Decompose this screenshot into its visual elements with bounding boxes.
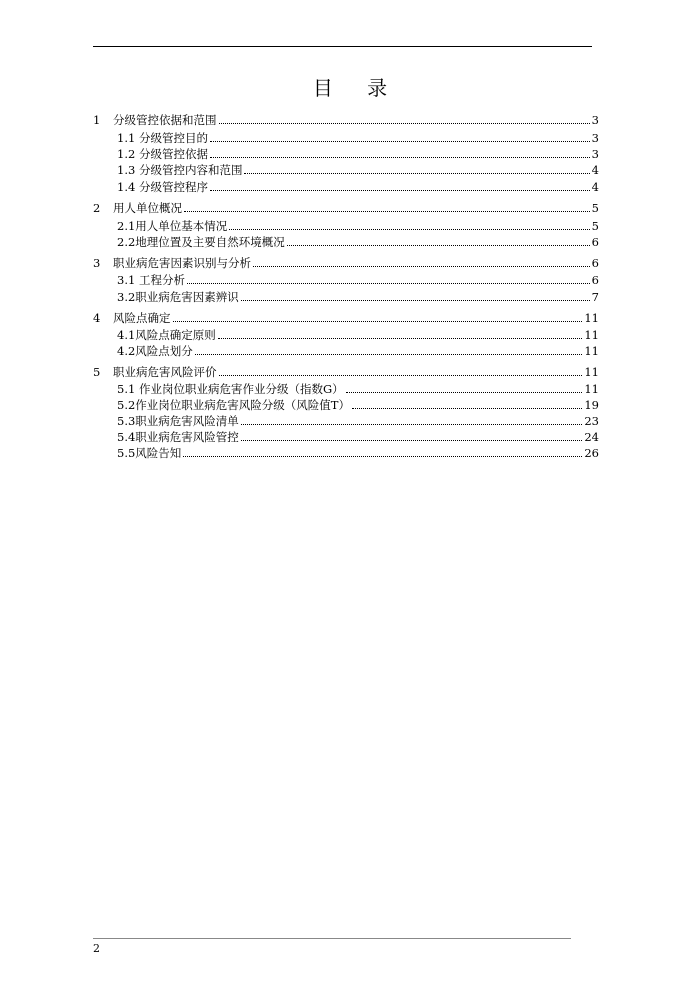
toc-dot-leader — [219, 123, 590, 124]
toc-entry-title: 1.1 分级管控目的 — [117, 131, 208, 145]
toc-dot-leader — [187, 283, 590, 284]
header-rule — [93, 46, 592, 47]
toc-dot-leader — [253, 266, 590, 267]
toc-chapter-entry[interactable] — [93, 311, 599, 325]
toc-dot-leader — [173, 321, 583, 322]
toc-entry-page: 3 — [591, 147, 599, 161]
toc-entry-title: 2.2地理位置及主要自然环境概况 — [117, 235, 285, 249]
toc-entry-title: 5.3职业病危害风险清单 — [117, 414, 239, 428]
toc-section-entry[interactable] — [117, 273, 599, 287]
toc-section-entry[interactable] — [117, 430, 599, 444]
footer-rule — [93, 938, 571, 939]
toc-section-entry[interactable] — [117, 290, 599, 304]
toc-section-entry[interactable] — [117, 446, 599, 460]
toc-entry-title: 4.1风险点确定原则 — [117, 328, 216, 342]
toc-entry-title: 5.2作业岗位职业病危害风险分级（风险值T） — [117, 398, 350, 412]
toc-section-entry[interactable] — [117, 414, 599, 428]
toc-dot-leader — [241, 440, 583, 441]
page-title: 目 录 — [312, 76, 402, 100]
toc-dot-leader — [210, 157, 590, 158]
toc-entry-page: 11 — [584, 382, 599, 396]
toc-entry-page: 3 — [591, 131, 599, 145]
toc-entry-page: 24 — [584, 430, 599, 444]
toc-entry-title: 3.2职业病危害因素辨识 — [117, 290, 239, 304]
toc-section-entry[interactable] — [117, 180, 599, 194]
toc-dot-leader — [241, 300, 590, 301]
toc-entry-title: 4.2风险点划分 — [117, 344, 193, 358]
toc-dot-leader — [244, 173, 589, 174]
toc-dot-leader — [210, 141, 590, 142]
toc-dot-leader — [218, 338, 583, 339]
toc-entry-page: 5 — [591, 201, 599, 215]
toc-entry-page: 4 — [591, 163, 599, 177]
toc-entry-page: 11 — [584, 344, 599, 358]
toc-entry-page: 26 — [584, 446, 599, 460]
toc-section-entry[interactable] — [117, 219, 599, 233]
toc-entry-number: 5 — [93, 365, 101, 379]
toc-chapter-entry[interactable] — [93, 365, 599, 379]
toc-chapter-entry[interactable] — [93, 201, 599, 215]
toc-section-entry[interactable] — [117, 163, 599, 177]
toc-entry-page: 6 — [591, 235, 599, 249]
toc-entry-number: 1 — [93, 113, 101, 127]
toc-entry-page: 11 — [584, 328, 599, 342]
toc-dot-leader — [184, 211, 590, 212]
toc-dot-leader — [229, 229, 589, 230]
toc-entry-page: 5 — [591, 219, 599, 233]
toc-entry-page: 23 — [584, 414, 599, 428]
toc-dot-leader — [183, 456, 582, 457]
page-number: 2 — [93, 942, 100, 955]
toc-entry-number: 3 — [93, 256, 101, 270]
toc-entry-page: 19 — [584, 398, 599, 412]
toc-section-entry[interactable] — [117, 398, 599, 412]
toc-entry-title: 3.1 工程分析 — [117, 273, 185, 287]
toc-entry-title: 职业病危害因素识别与分析 — [113, 256, 251, 270]
toc-chapter-entry[interactable] — [93, 113, 599, 127]
toc-entry-page: 3 — [591, 113, 599, 127]
toc-dot-leader — [241, 424, 583, 425]
toc-dot-leader — [219, 375, 583, 376]
toc-entry-title: 1.4 分级管控程序 — [117, 180, 208, 194]
toc-entry-page: 4 — [591, 180, 599, 194]
toc-dot-leader — [346, 392, 583, 393]
toc-section-entry[interactable] — [117, 328, 599, 342]
toc-entry-page: 11 — [584, 365, 599, 379]
toc-entry-title: 1.2 分级管控依据 — [117, 147, 208, 161]
toc-dot-leader — [210, 190, 590, 191]
toc-section-entry[interactable] — [117, 382, 599, 396]
toc-dot-leader — [287, 245, 590, 246]
toc-section-entry[interactable] — [117, 344, 599, 358]
toc-entry-title: 2.1用人单位基本情况 — [117, 219, 228, 233]
toc-entry-page: 7 — [591, 290, 599, 304]
toc-entry-page: 6 — [591, 256, 599, 270]
toc-entry-number: 4 — [93, 311, 101, 325]
toc-entry-title: 5.4职业病危害风险管控 — [117, 430, 239, 444]
toc-section-entry[interactable] — [117, 235, 599, 249]
toc-section-entry[interactable] — [117, 147, 599, 161]
toc-entry-page: 6 — [591, 273, 599, 287]
toc-section-entry[interactable] — [117, 131, 599, 145]
toc-entry-page: 11 — [584, 311, 599, 325]
toc-dot-leader — [195, 354, 583, 355]
toc-entry-title: 风险点确定 — [113, 311, 171, 325]
toc-entry-title: 1.3 分级管控内容和范围 — [117, 163, 243, 177]
toc-dot-leader — [352, 408, 582, 409]
toc-entry-number: 2 — [93, 201, 101, 215]
toc-entry-title: 用人单位概况 — [113, 201, 182, 215]
toc-entry-title: 5.1 作业岗位职业病危害作业分级（指数G） — [117, 382, 344, 396]
toc-entry-title: 职业病危害风险评价 — [113, 365, 217, 379]
toc-entry-title: 5.5风险告知 — [117, 446, 182, 460]
toc-chapter-entry[interactable] — [93, 256, 599, 270]
toc-entry-title: 分级管控依据和范围 — [113, 113, 217, 127]
